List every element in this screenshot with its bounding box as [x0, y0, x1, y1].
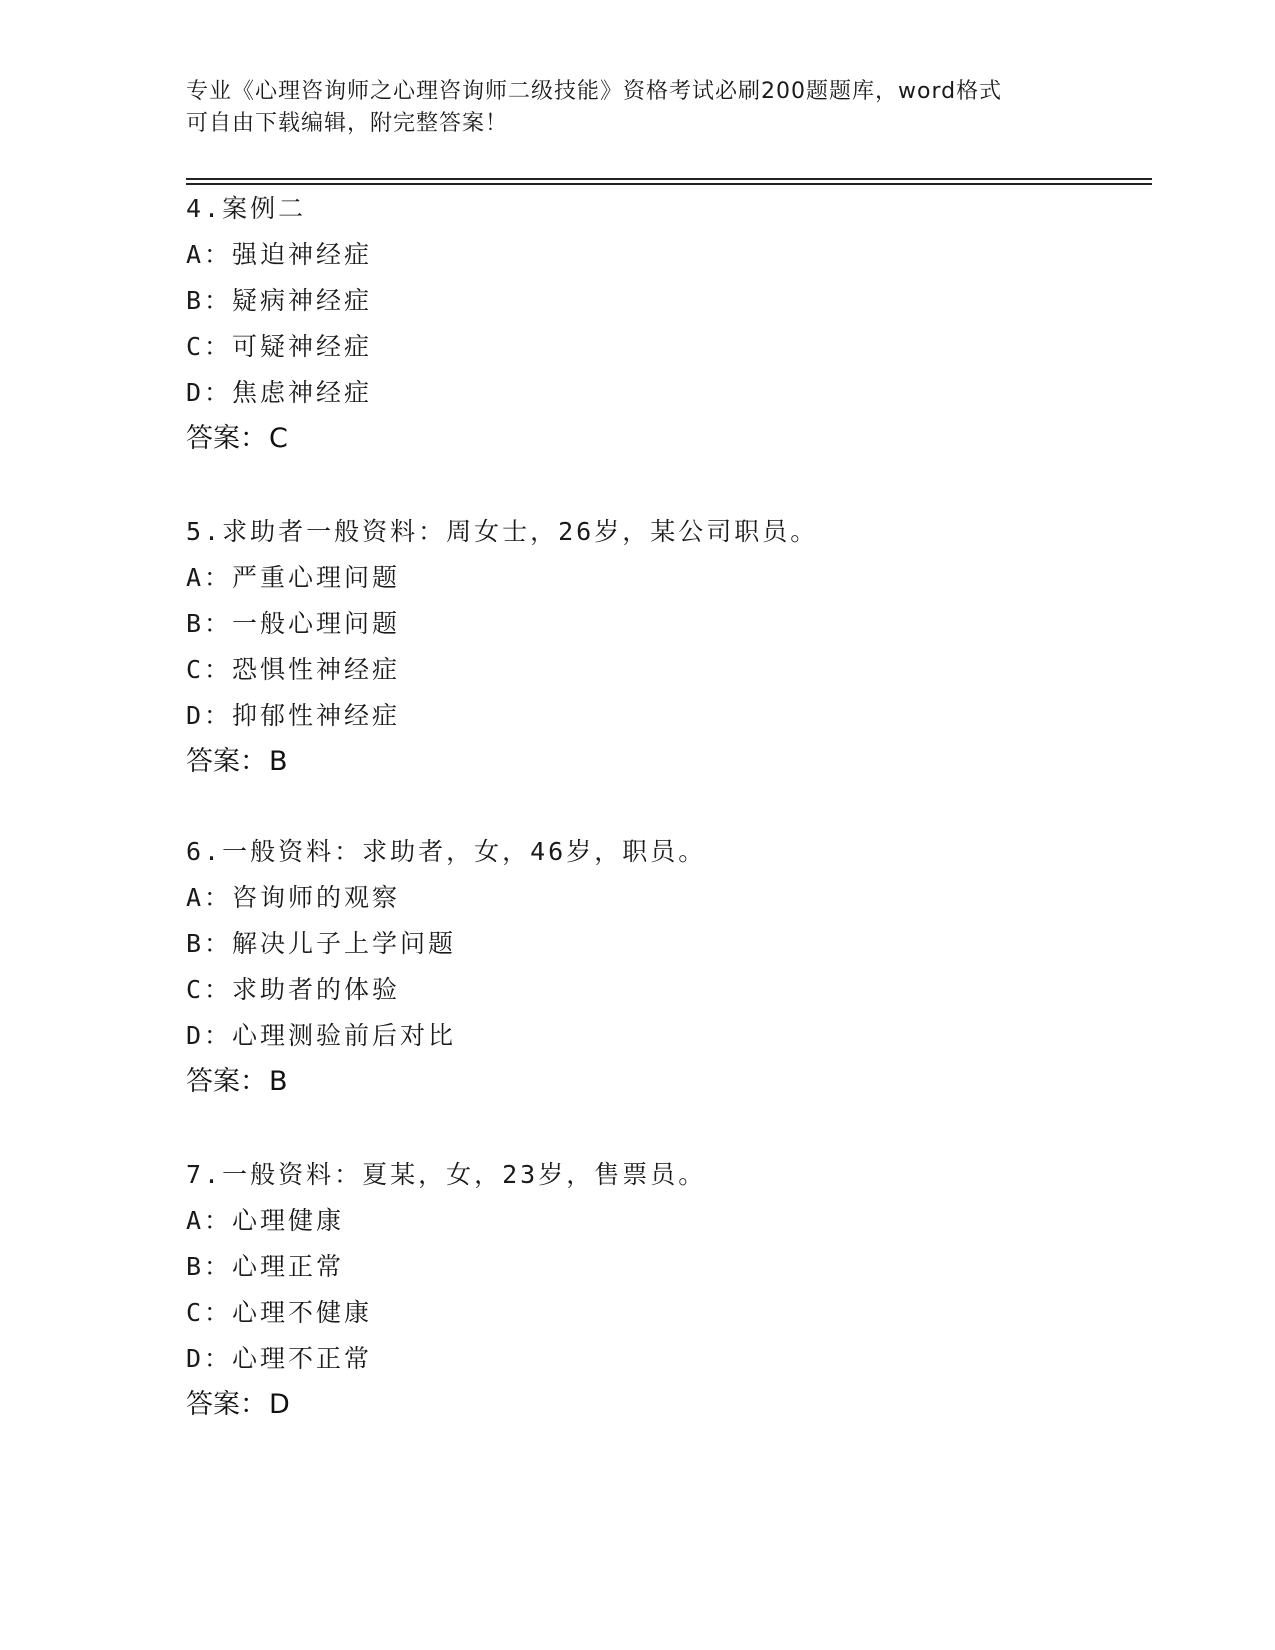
answer-value: D: [269, 1389, 290, 1420]
header-line-1: 专业《心理咨询师之心理咨询师二级技能》资格考试必刷200题题库，word格式: [186, 79, 1003, 104]
option-c: C：心理不健康: [186, 1298, 373, 1327]
option-d: D：抑郁性神经症: [186, 701, 401, 730]
answer-line: [186, 739, 1086, 785]
option-b: B：疑病神经症: [186, 286, 373, 315]
option-d: D：心理测验前后对比: [186, 1021, 457, 1050]
option-a: A：心理健康: [186, 1206, 345, 1235]
header-line-2: 可自由下载编辑，附完整答案！: [186, 111, 509, 136]
answer-label: 答案：: [186, 1389, 267, 1420]
answer-line: [186, 1382, 1086, 1428]
answer-label: 答案：: [186, 423, 267, 454]
option-d: D：焦虑神经症: [186, 378, 373, 407]
question-4: [186, 186, 1086, 462]
option-c: C：可疑神经症: [186, 332, 373, 361]
answer-value: B: [269, 746, 288, 777]
answer-value: C: [269, 423, 288, 454]
answer-value: B: [269, 1066, 288, 1097]
option-d: D：心理不正常: [186, 1344, 373, 1373]
question-7: [186, 1152, 1086, 1428]
question-title: 5.求助者一般资料：周女士，26岁，某公司职员。: [186, 517, 819, 546]
question-5: [186, 509, 1086, 785]
answer-line: [186, 1059, 1086, 1105]
header-divider-top: [186, 178, 1152, 180]
option-a: A：强迫神经症: [186, 240, 373, 269]
option-a: A：咨询师的观察: [186, 883, 401, 912]
option-c: C：恐惧性神经症: [186, 655, 401, 684]
option-b: B：心理正常: [186, 1252, 345, 1281]
question-title: 7.一般资料：夏某，女，23岁，售票员。: [186, 1160, 707, 1189]
question-title: 6.一般资料：求助者，女，46岁，职员。: [186, 837, 707, 866]
option-b: B：解决儿子上学问题: [186, 929, 457, 958]
option-c: C：求助者的体验: [186, 975, 401, 1004]
question-title: 4.案例二: [186, 194, 307, 223]
question-6: [186, 829, 1086, 1105]
header-divider-bottom: [186, 183, 1152, 185]
document-header: [186, 76, 1066, 140]
answer-label: 答案：: [186, 746, 267, 777]
answer-label: 答案：: [186, 1066, 267, 1097]
answer-line: [186, 416, 1086, 462]
option-b: B：一般心理问题: [186, 609, 401, 638]
option-a: A：严重心理问题: [186, 563, 401, 592]
